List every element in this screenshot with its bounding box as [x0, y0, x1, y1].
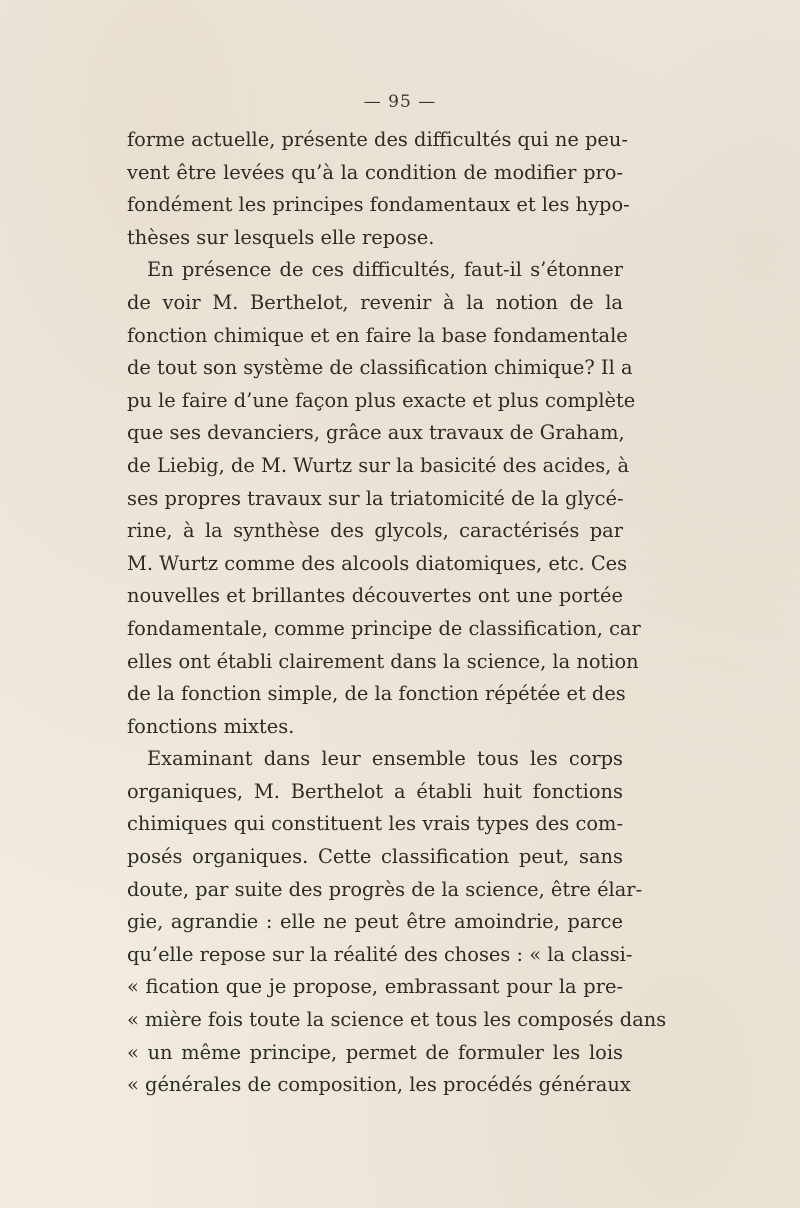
text-line: organiques, M. Berthelot a établi huit fonctions: [127, 779, 623, 803]
body-text: [127, 124, 667, 1102]
text-line: chimiques qui constituent les vrais types des com-: [127, 812, 623, 836]
text-line: « générales de composition, les procédés généraux: [127, 1073, 631, 1097]
text-line: elles ont établi clairement dans la science, la notion: [127, 649, 639, 673]
text-line: fonctions mixtes.: [127, 714, 295, 738]
text-line: pu le faire d’une façon plus exacte et plus complète: [127, 388, 636, 412]
page-number: — 95 —: [363, 92, 437, 112]
text-line: ses propres travaux sur la triatomicité de la glycé-: [127, 486, 624, 510]
paragraph-3: [127, 743, 667, 1102]
paragraph-2: [127, 254, 641, 743]
text-line: de voir M. Berthelot, revenir à la notion de la: [127, 290, 623, 314]
text-line: vent être levées qu’à la condition de modifier pro-: [127, 160, 623, 184]
text-line: fondément les principes fondamentaux et les hypo-: [127, 193, 630, 217]
text-line: rine, à la synthèse des glycols, caractérisés par: [127, 519, 623, 543]
text-line: « mière fois toute la science et tous les composés dans: [127, 1008, 667, 1032]
text-line: qu’elle repose sur la réalité des choses : « la classi-: [127, 942, 633, 966]
text-line: que ses devanciers, grâce aux travaux de Graham,: [127, 421, 625, 445]
text-line: de Liebig, de M. Wurtz sur la basicité des acides, à: [127, 453, 630, 477]
text-line: doute, par suite des progrès de la science, être élar-: [127, 877, 643, 901]
text-line: fondamentale, comme principe de classification, car: [127, 616, 641, 640]
text-line: forme actuelle, présente des difficultés qui ne peu-: [127, 128, 628, 151]
text-line: fonction chimique et en faire la base fondamentale: [127, 323, 628, 347]
text-line: gie, agrandie : elle ne peut être amoindrie, parce: [127, 910, 623, 934]
text-line: « un même principe, permet de formuler les lois: [127, 1040, 623, 1064]
text-line: M. Wurtz comme des alcools diatomiques, etc. Ces: [127, 551, 628, 575]
text-line: de tout son système de classification chimique? Il a: [127, 356, 633, 380]
paragraph-1: [127, 124, 630, 254]
text-line: nouvelles et brillantes découvertes ont une portée: [127, 584, 623, 608]
text-line: posés organiques. Cette classification peut, sans: [127, 845, 623, 869]
text-line: thèses sur lesquels elle repose.: [127, 225, 435, 249]
text-line: « fication que je propose, embrassant pour la pre-: [127, 975, 623, 999]
text-line: de la fonction simple, de la fonction répétée et des: [127, 682, 626, 706]
text-line: En présence de ces difficultés, faut-il s’étonner: [147, 258, 623, 282]
text-line: Examinant dans leur ensemble tous les corps: [147, 747, 623, 771]
